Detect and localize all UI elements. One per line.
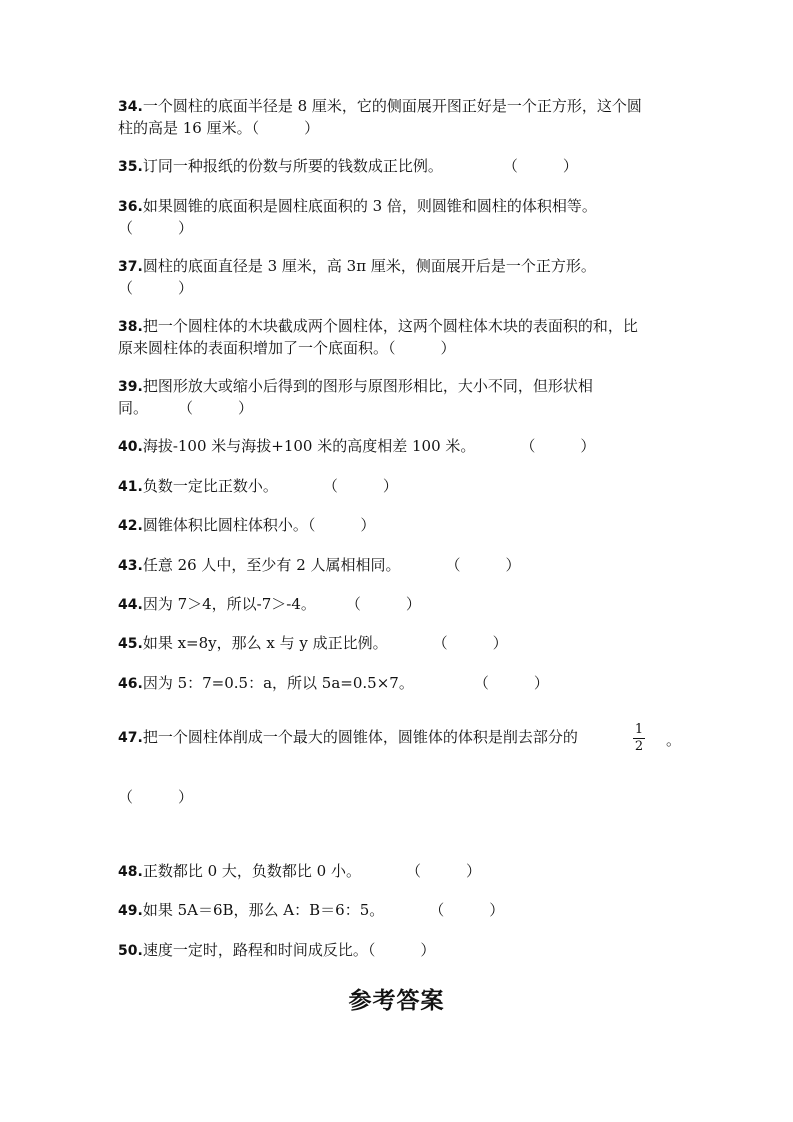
answer-blank: （ ） (118, 219, 194, 237)
question-number: 39. (118, 379, 143, 395)
question-39 (118, 376, 593, 419)
question-text: 因为 7＞4，所以-7＞-4。 （ ） (142, 595, 421, 613)
question-number: 37. (118, 259, 143, 275)
question-text: 任意 26 人中，至少有 2 人属相相同。 （ ） (142, 556, 521, 574)
sentence-period: 。 (666, 731, 682, 749)
question-41 (118, 476, 398, 498)
question-48 (118, 861, 481, 883)
question-text-cont: 原来圆柱体的表面积增加了一个底面积。（ ） (118, 339, 456, 357)
question-number: 35. (118, 159, 143, 175)
question-number: 41. (118, 479, 143, 495)
question-number: 47. (118, 730, 143, 746)
question-text-cont: 同。 （ ） (118, 399, 254, 417)
question-text: 正数都比 0 大，负数都比 0 小。 （ ） (142, 862, 481, 880)
question-number: 43. (118, 558, 143, 574)
question-34 (118, 96, 642, 139)
question-text-cont: 柱的高是 16 厘米。（ ） (118, 119, 320, 137)
question-text: 圆柱的底面直径是 3 厘米，高 3π 厘米，侧面展开后是一个正方形。 (142, 257, 596, 275)
question-text: 如果 5A＝6B，那么 A：B＝6：5。 （ ） (142, 901, 505, 919)
question-45 (118, 633, 508, 655)
question-35 (118, 156, 578, 178)
fraction-numerator: 1 (634, 722, 644, 737)
question-number: 49. (118, 903, 143, 919)
question-number: 45. (118, 636, 143, 652)
question-44 (118, 594, 421, 616)
question-46 (118, 673, 549, 695)
fraction-denominator: 2 (634, 739, 644, 754)
question-number: 50. (118, 943, 143, 959)
answer-blank: （ ） (118, 788, 194, 806)
answer-blank: （ ） (118, 279, 194, 297)
question-text: 把一个圆柱体削成一个最大的圆锥体，圆锥体的体积是削去部分的 (142, 728, 578, 746)
question-number: 46. (118, 676, 143, 692)
question-text: 如果 x=8y，那么 x 与 y 成正比例。 （ ） (142, 634, 508, 652)
question-40 (118, 436, 595, 458)
question-number: 44. (118, 597, 143, 613)
question-text: 速度一定时，路程和时间成反比。（ ） (142, 941, 436, 959)
fraction-one-half (633, 723, 645, 754)
question-text: 海拔-100 米与海拔+100 米的高度相差 100 米。 （ ） (142, 437, 596, 455)
question-number: 42. (118, 518, 143, 534)
question-number: 34. (118, 99, 143, 115)
question-text: 订同一种报纸的份数与所要的钱数成正比例。 （ ） (142, 157, 578, 175)
question-text: 因为 5：7=0.5：a，所以 5a=0.5×7。 （ ） (142, 674, 549, 692)
question-37 (118, 256, 596, 299)
question-49 (118, 900, 504, 922)
question-50 (118, 940, 435, 962)
question-43 (118, 555, 521, 577)
question-text: 如果圆锥的底面积是圆柱底面积的 3 倍，则圆锥和圆柱的体积相等。 (142, 197, 597, 215)
question-text: 负数一定比正数小。 （ ） (142, 477, 398, 495)
question-number: 48. (118, 864, 143, 880)
question-36 (118, 196, 597, 239)
question-number: 36. (118, 199, 143, 215)
question-text: 圆锥体积比圆柱体积小。（ ） (142, 516, 376, 534)
question-number: 40. (118, 439, 143, 455)
question-38 (118, 316, 638, 359)
question-42 (118, 515, 375, 537)
question-text: 把图形放大或缩小后得到的图形与原图形相比，大小不同，但形状相 (142, 377, 593, 395)
question-47 (118, 727, 578, 749)
question-text: 把一个圆柱体的木块截成两个圆柱体，这两个圆柱体木块的表面积的和，比 (142, 317, 638, 335)
answer-key-heading: 参考答案 (348, 987, 445, 1014)
question-number: 38. (118, 319, 143, 335)
question-text: 一个圆柱的底面半径是 8 厘米，它的侧面展开图正好是一个正方形，这个圆 (142, 97, 642, 115)
